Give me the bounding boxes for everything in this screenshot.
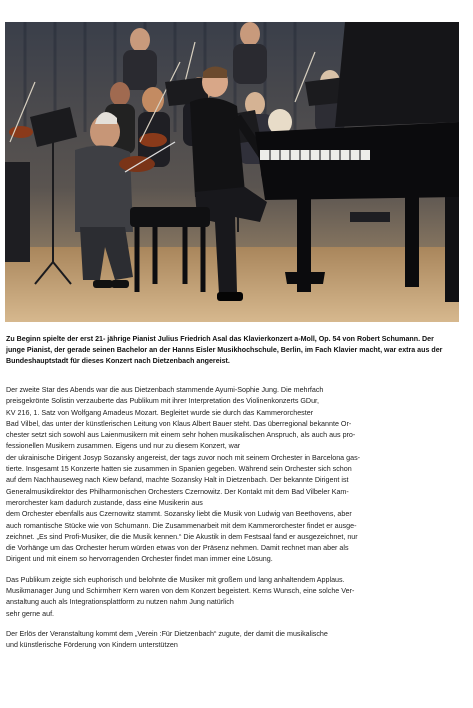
text-line: tierte. Insgesamt 15 Konzerte hatten sie zusammen in Spanien gegeben. Während sein Orchester sich schon — [6, 465, 352, 474]
concert-photo — [5, 22, 459, 322]
text-line: Generalmusikdirektor des Philharmonischen Orchesters Czernowitz. Der Kontakt mit dem Bad Vilbeler Kam- — [6, 487, 349, 496]
text-line: sehr gerne auf. — [6, 609, 55, 618]
caption-line: junge Pianist, der gerade seinen Bachelor an der Hanns Eisler Musikhochschule, Berlin, im Fach Klavier macht, war extra aus der — [6, 346, 443, 355]
photo-caption — [6, 334, 466, 368]
concert-photo-illustration — [5, 22, 459, 322]
text-line: auf dem Nachhauseweg nach Kiew befand, machte Sozansky Halt in Dietzenbach. Der bekannte Dirigent ist — [6, 476, 349, 485]
text-line: Der Erlös der Veranstaltung kommt dem „Verein :Für Dietzenbach“ zugute, der damit die musikalische — [6, 629, 328, 638]
text-line: der ukrainische Dirigent Josyp Sozansky angereist, der tags zuvor noch mit seinem Orchester in Barcelona gas- — [6, 453, 361, 462]
text-line: Der zweite Star des Abends war die aus Dietzenbach stammende Ayumi-Sophie Jung. Die mehrfach — [6, 386, 324, 394]
text-line: fessionellen Musikern zusammen. Eigens und nur zu diesem Konzert, war — [6, 442, 241, 451]
paragraph-gap — [6, 566, 468, 575]
text-line: KV 216, 1. Satz von Wolfgang Amadeus Mozart. Begleitet wurde sie durch das Kammerorchester — [6, 408, 314, 417]
text-line: Das Publikum zeigte sich euphorisch und belohnte die Musiker mit großem und lang anhaltendem Applaus. — [6, 575, 345, 584]
text-line: Musikmanager Jung und Schirmherr Kern waren von dem Konzert begeistert. Kerns Wunsch, eine solche Ver- — [6, 587, 355, 596]
text-line: preisgekrönte Solistin verzauberte das Publikum mit ihrer Interpretation des Violinenkonzerts GDur, — [6, 397, 320, 406]
caption-line: Bundeshauptstadt für dieses Konzert nach Dietzenbach angereist. — [6, 357, 230, 366]
article-paragraph — [6, 575, 468, 620]
article-body — [6, 385, 468, 652]
article-paragraph — [6, 629, 468, 652]
text-line: dem Orchester ebenfalls aus Czernowitz stammt. Sozansky liebt die Musik von Ludwig van Beethovens, aber — [6, 510, 352, 519]
text-line: merorchester kam dadurch zustande, dass eine Musikerin aus — [6, 498, 203, 507]
text-line: Bad Vilbel, das unter der künstlerischen Leitung von Klaus Albert Bauer steht. Das überregional bekannte Or- — [6, 419, 352, 428]
text-line: Dirigent und mit einem so hervorragenden Orchester findet man immer eine Lösung. — [6, 555, 273, 564]
text-line: anstaltung auch als Integrationsplattform zu nutzen nahm Jung natürlich — [6, 598, 234, 607]
text-line: auch romantische Stücke wie von Schumann. Die Zusammenarbeit mit dem Kammerorchester findet er ausge- — [6, 521, 357, 530]
text-line: chester setzt sich sowohl aus Laienmusikern mit einem sehr hohen musikalischen Anspruch, als auch aus pro- — [6, 431, 356, 440]
article-paragraph — [6, 385, 468, 566]
text-line: zeichnet. „Es sind Profi-Musiker, die die Musik kennen.“ Die Akustik in dem Festsaal fand er ausgezeichnet, nur — [6, 532, 358, 541]
text-line: und künstlerische Förderung von Kindern unterstützen — [6, 641, 178, 650]
caption-line: Zu Beginn spielte der erst 21- jährige Pianist Julius Friedrich Asal das Klavierkonzert a-Moll, Op. 54 von Robert Schumann. Der — [6, 335, 434, 343]
text-line: die Vorhänge um das Orchester herum würden etwas von der Präsenz nehmen. Damit rechnet man aber als — [6, 544, 349, 553]
paragraph-gap — [6, 620, 468, 629]
